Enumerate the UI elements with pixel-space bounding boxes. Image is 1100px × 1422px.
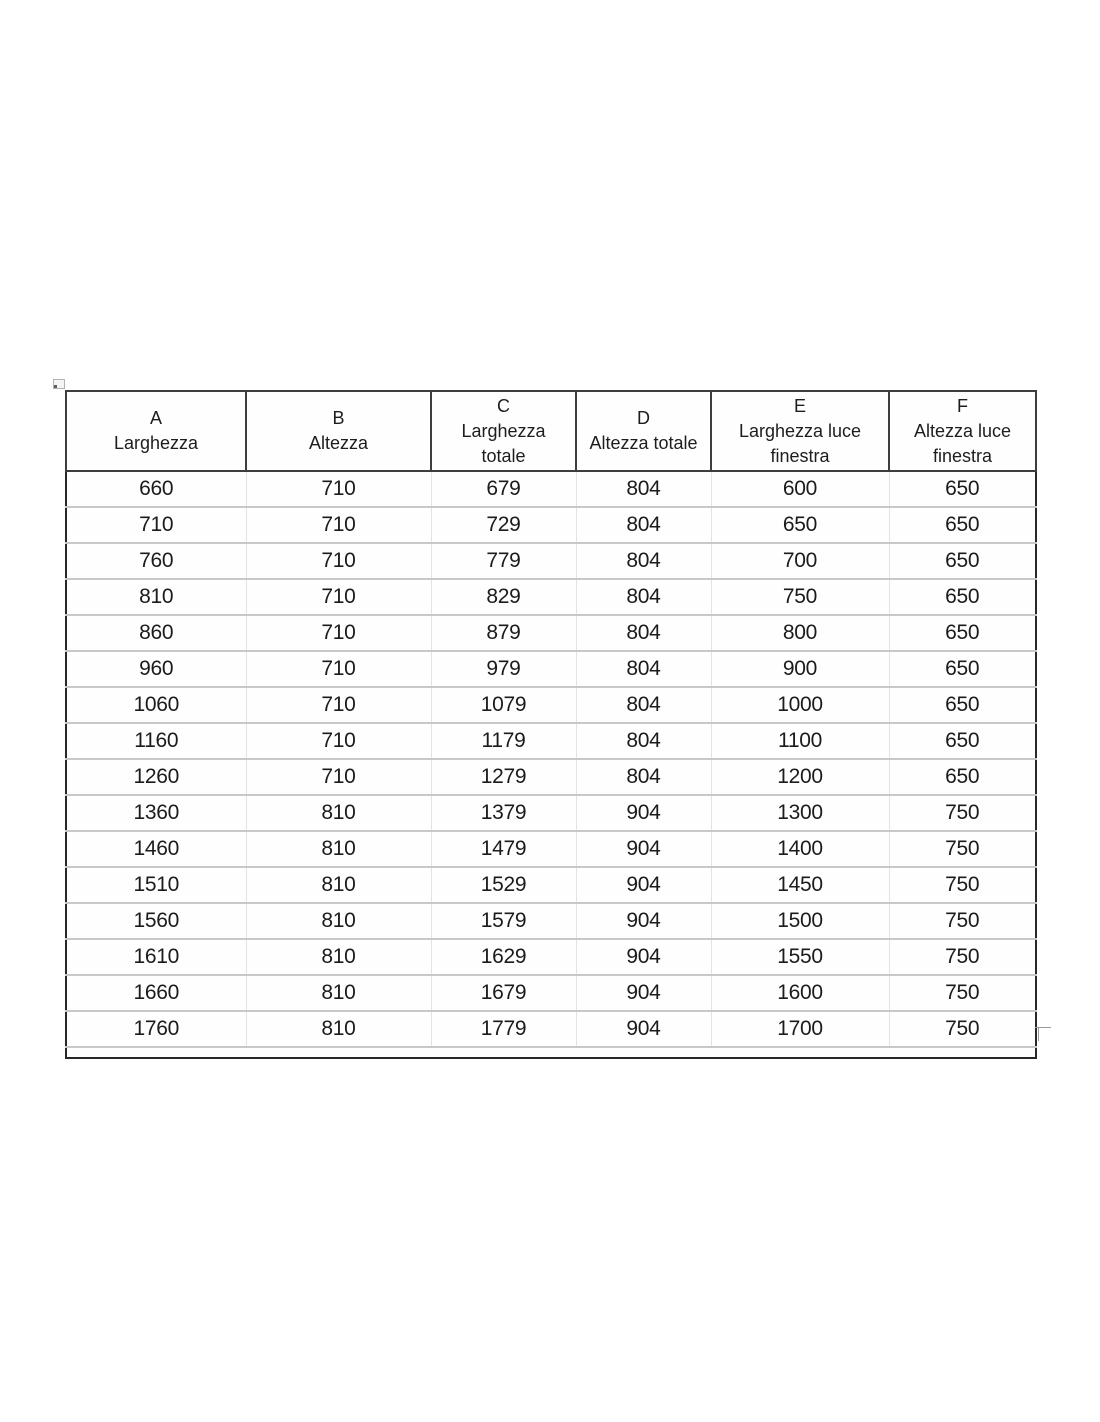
dimension-cell: 750 — [889, 939, 1036, 975]
dimension-cell: 1200 — [711, 759, 889, 795]
dimension-cell: 804 — [576, 471, 711, 507]
dimension-cell: 660 — [66, 471, 246, 507]
table-row — [66, 903, 1036, 939]
dimension-cell: 650 — [889, 687, 1036, 723]
dimension-cell: 1510 — [66, 867, 246, 903]
table-row — [66, 615, 1036, 651]
dimension-cell: 1660 — [66, 975, 246, 1011]
table-row — [66, 651, 1036, 687]
dimension-cell: 650 — [711, 507, 889, 543]
spacer-cell — [66, 1047, 1036, 1058]
table-row — [66, 831, 1036, 867]
column-letter: B — [332, 408, 345, 428]
table-row — [66, 579, 1036, 615]
dimension-cell: 1529 — [431, 867, 576, 903]
dimension-cell: 1400 — [711, 831, 889, 867]
column-letter: A — [149, 408, 162, 428]
table-row — [66, 939, 1036, 975]
dimension-cell: 1100 — [711, 723, 889, 759]
dimension-cell: 650 — [889, 615, 1036, 651]
dimension-cell: 729 — [431, 507, 576, 543]
dimension-cell: 750 — [889, 1011, 1036, 1047]
dimension-cell: 650 — [889, 651, 1036, 687]
column-header-e — [711, 391, 889, 471]
dimension-cell: 804 — [576, 507, 711, 543]
dimension-cell: 1450 — [711, 867, 889, 903]
dimension-cell: 650 — [889, 507, 1036, 543]
dimension-cell: 829 — [431, 579, 576, 615]
dimension-cell: 1779 — [431, 1011, 576, 1047]
dimension-cell: 804 — [576, 759, 711, 795]
dimension-cell: 1000 — [711, 687, 889, 723]
dimension-cell: 710 — [246, 579, 431, 615]
column-letter: F — [957, 395, 968, 416]
dimension-cell: 710 — [246, 651, 431, 687]
column-label: Altezza totale — [589, 433, 698, 453]
header-row — [66, 391, 1036, 471]
column-header-b — [246, 391, 431, 471]
dimension-cell: 804 — [576, 687, 711, 723]
dimension-cell: 750 — [889, 795, 1036, 831]
dimension-cell: 1679 — [431, 975, 576, 1011]
dimension-cell: 1060 — [66, 687, 246, 723]
dimension-cell: 1360 — [66, 795, 246, 831]
dimension-cell: 1550 — [711, 939, 889, 975]
dimension-cell: 710 — [246, 687, 431, 723]
table-resize-handle-icon — [1035, 1027, 1051, 1042]
dimension-cell: 1300 — [711, 795, 889, 831]
dimension-cell: 810 — [246, 903, 431, 939]
dimension-cell: 904 — [576, 867, 711, 903]
dimension-cell: 804 — [576, 723, 711, 759]
dimension-cell: 810 — [246, 939, 431, 975]
dimension-cell: 804 — [576, 615, 711, 651]
dimension-cell: 960 — [66, 651, 246, 687]
dimension-cell: 779 — [431, 543, 576, 579]
table-row — [66, 867, 1036, 903]
dimension-cell: 979 — [431, 651, 576, 687]
dimension-cell: 804 — [576, 543, 711, 579]
dimension-cell: 700 — [711, 543, 889, 579]
dimension-cell: 804 — [576, 579, 711, 615]
dimension-cell: 750 — [889, 903, 1036, 939]
dimension-cell: 879 — [431, 615, 576, 651]
column-header-f — [889, 391, 1036, 471]
dimension-cell: 750 — [711, 579, 889, 615]
table-row — [66, 471, 1036, 507]
column-label: Larghezza totale — [461, 420, 546, 466]
dimension-cell: 860 — [66, 615, 246, 651]
dimension-cell: 750 — [889, 831, 1036, 867]
dimension-cell: 710 — [246, 543, 431, 579]
dimension-cell: 650 — [889, 543, 1036, 579]
dimension-cell: 1760 — [66, 1011, 246, 1047]
dimension-cell: 1379 — [431, 795, 576, 831]
table-body — [66, 471, 1036, 1058]
table-header — [66, 391, 1036, 471]
dimension-cell: 710 — [246, 471, 431, 507]
table-row — [66, 687, 1036, 723]
dimension-cell: 810 — [246, 795, 431, 831]
dimension-cell: 1560 — [66, 903, 246, 939]
dimension-cell: 900 — [711, 651, 889, 687]
dimension-cell: 904 — [576, 1011, 711, 1047]
dimension-cell: 650 — [889, 579, 1036, 615]
dimension-cell: 1500 — [711, 903, 889, 939]
dimension-cell: 1479 — [431, 831, 576, 867]
column-header-c — [431, 391, 576, 471]
dimension-cell: 750 — [889, 867, 1036, 903]
dimension-cell: 650 — [889, 471, 1036, 507]
dimension-cell: 650 — [889, 723, 1036, 759]
dimension-cell: 904 — [576, 831, 711, 867]
dimension-cell: 1460 — [66, 831, 246, 867]
dimension-cell: 804 — [576, 651, 711, 687]
object-anchor-icon — [53, 379, 65, 389]
column-letter: C — [497, 395, 510, 416]
dimension-cell: 904 — [576, 903, 711, 939]
dimension-cell: 679 — [431, 471, 576, 507]
dimension-cell: 1610 — [66, 939, 246, 975]
column-letter: E — [793, 395, 806, 416]
table-row — [66, 507, 1036, 543]
table-row — [66, 1011, 1036, 1047]
dimension-cell: 1279 — [431, 759, 576, 795]
dimension-cell: 810 — [246, 975, 431, 1011]
dimension-cell: 710 — [246, 723, 431, 759]
dimension-cell: 1629 — [431, 939, 576, 975]
dimension-cell: 760 — [66, 543, 246, 579]
column-letter: D — [637, 408, 650, 428]
dimension-cell: 810 — [66, 579, 246, 615]
column-label: Altezza — [308, 433, 369, 453]
dimension-cell: 1079 — [431, 687, 576, 723]
dimension-cell: 800 — [711, 615, 889, 651]
dimension-cell: 810 — [246, 831, 431, 867]
column-label: Larghezza luce finestra — [738, 420, 862, 466]
table-row — [66, 975, 1036, 1011]
dimensions-table — [65, 390, 1037, 1059]
table-row — [66, 795, 1036, 831]
dimension-cell: 1600 — [711, 975, 889, 1011]
column-header-d — [576, 391, 711, 471]
dimension-cell: 904 — [576, 975, 711, 1011]
column-label: Larghezza — [113, 433, 199, 453]
dimension-cell: 1160 — [66, 723, 246, 759]
table-row — [66, 759, 1036, 795]
dimension-cell: 710 — [246, 759, 431, 795]
dimension-cell: 710 — [246, 507, 431, 543]
dimension-cell: 750 — [889, 975, 1036, 1011]
table-row — [66, 723, 1036, 759]
dimension-cell: 600 — [711, 471, 889, 507]
column-label: Altezza luce finestra — [913, 420, 1012, 466]
dimension-cell: 650 — [889, 759, 1036, 795]
dimension-cell: 904 — [576, 939, 711, 975]
dimension-cell: 1260 — [66, 759, 246, 795]
dimension-cell: 710 — [66, 507, 246, 543]
dimension-cell: 1179 — [431, 723, 576, 759]
dimension-cell: 1700 — [711, 1011, 889, 1047]
spacer-row — [66, 1047, 1036, 1058]
dimension-cell: 810 — [246, 867, 431, 903]
dimension-cell: 904 — [576, 795, 711, 831]
column-header-a — [66, 391, 246, 471]
dimension-cell: 1579 — [431, 903, 576, 939]
dimension-cell: 810 — [246, 1011, 431, 1047]
dimension-cell: 710 — [246, 615, 431, 651]
table-row — [66, 543, 1036, 579]
